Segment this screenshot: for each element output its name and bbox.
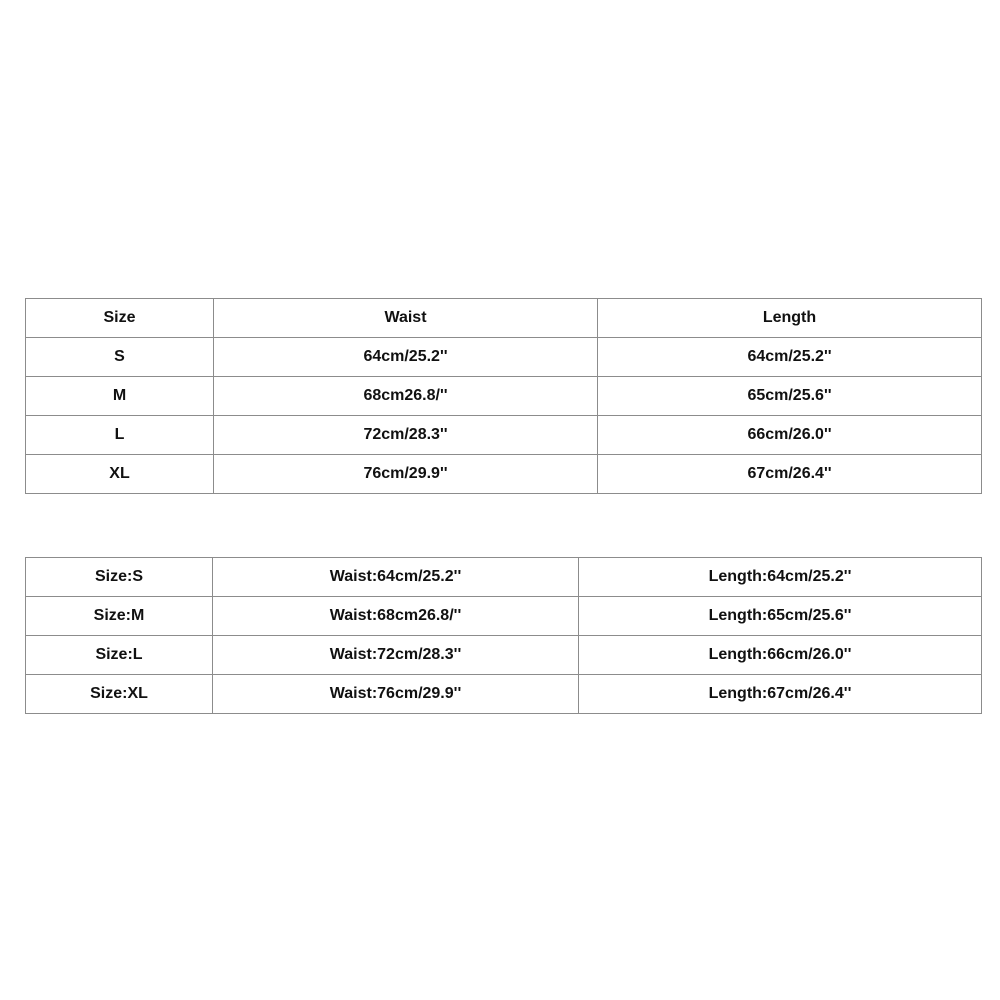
size-chart-table <box>25 298 982 494</box>
size-cell: Size:XL <box>26 675 213 714</box>
size-cell: M <box>26 377 214 416</box>
table-row <box>26 636 982 675</box>
waist-cell: Waist:72cm/28.3'' <box>213 636 579 675</box>
size-cell: Size:S <box>26 558 213 597</box>
table-row <box>26 338 982 377</box>
size-cell: S <box>26 338 214 377</box>
waist-cell: 64cm/25.2'' <box>214 338 598 377</box>
length-cell: 65cm/25.6'' <box>598 377 982 416</box>
size-cell: XL <box>26 455 214 494</box>
length-cell: Length:64cm/25.2'' <box>579 558 982 597</box>
waist-cell: 76cm/29.9'' <box>214 455 598 494</box>
table-row <box>26 416 982 455</box>
size-cell: Size:L <box>26 636 213 675</box>
waist-cell: 68cm26.8/'' <box>214 377 598 416</box>
table-header-row <box>26 299 982 338</box>
waist-cell: 72cm/28.3'' <box>214 416 598 455</box>
size-cell: L <box>26 416 214 455</box>
header-size: Size <box>26 299 214 338</box>
length-cell: 67cm/26.4'' <box>598 455 982 494</box>
waist-cell: Waist:64cm/25.2'' <box>213 558 579 597</box>
table-row <box>26 455 982 494</box>
length-cell: Length:66cm/26.0'' <box>579 636 982 675</box>
waist-cell: Waist:76cm/29.9'' <box>213 675 579 714</box>
length-cell: 64cm/25.2'' <box>598 338 982 377</box>
size-cell: Size:M <box>26 597 213 636</box>
length-cell: Length:65cm/25.6'' <box>579 597 982 636</box>
length-cell: 66cm/26.0'' <box>598 416 982 455</box>
header-waist: Waist <box>214 299 598 338</box>
length-cell: Length:67cm/26.4'' <box>579 675 982 714</box>
table-row <box>26 675 982 714</box>
table-row <box>26 558 982 597</box>
size-detail-table <box>25 557 982 714</box>
table-row <box>26 377 982 416</box>
waist-cell: Waist:68cm26.8/'' <box>213 597 579 636</box>
header-length: Length <box>598 299 982 338</box>
table-row <box>26 597 982 636</box>
